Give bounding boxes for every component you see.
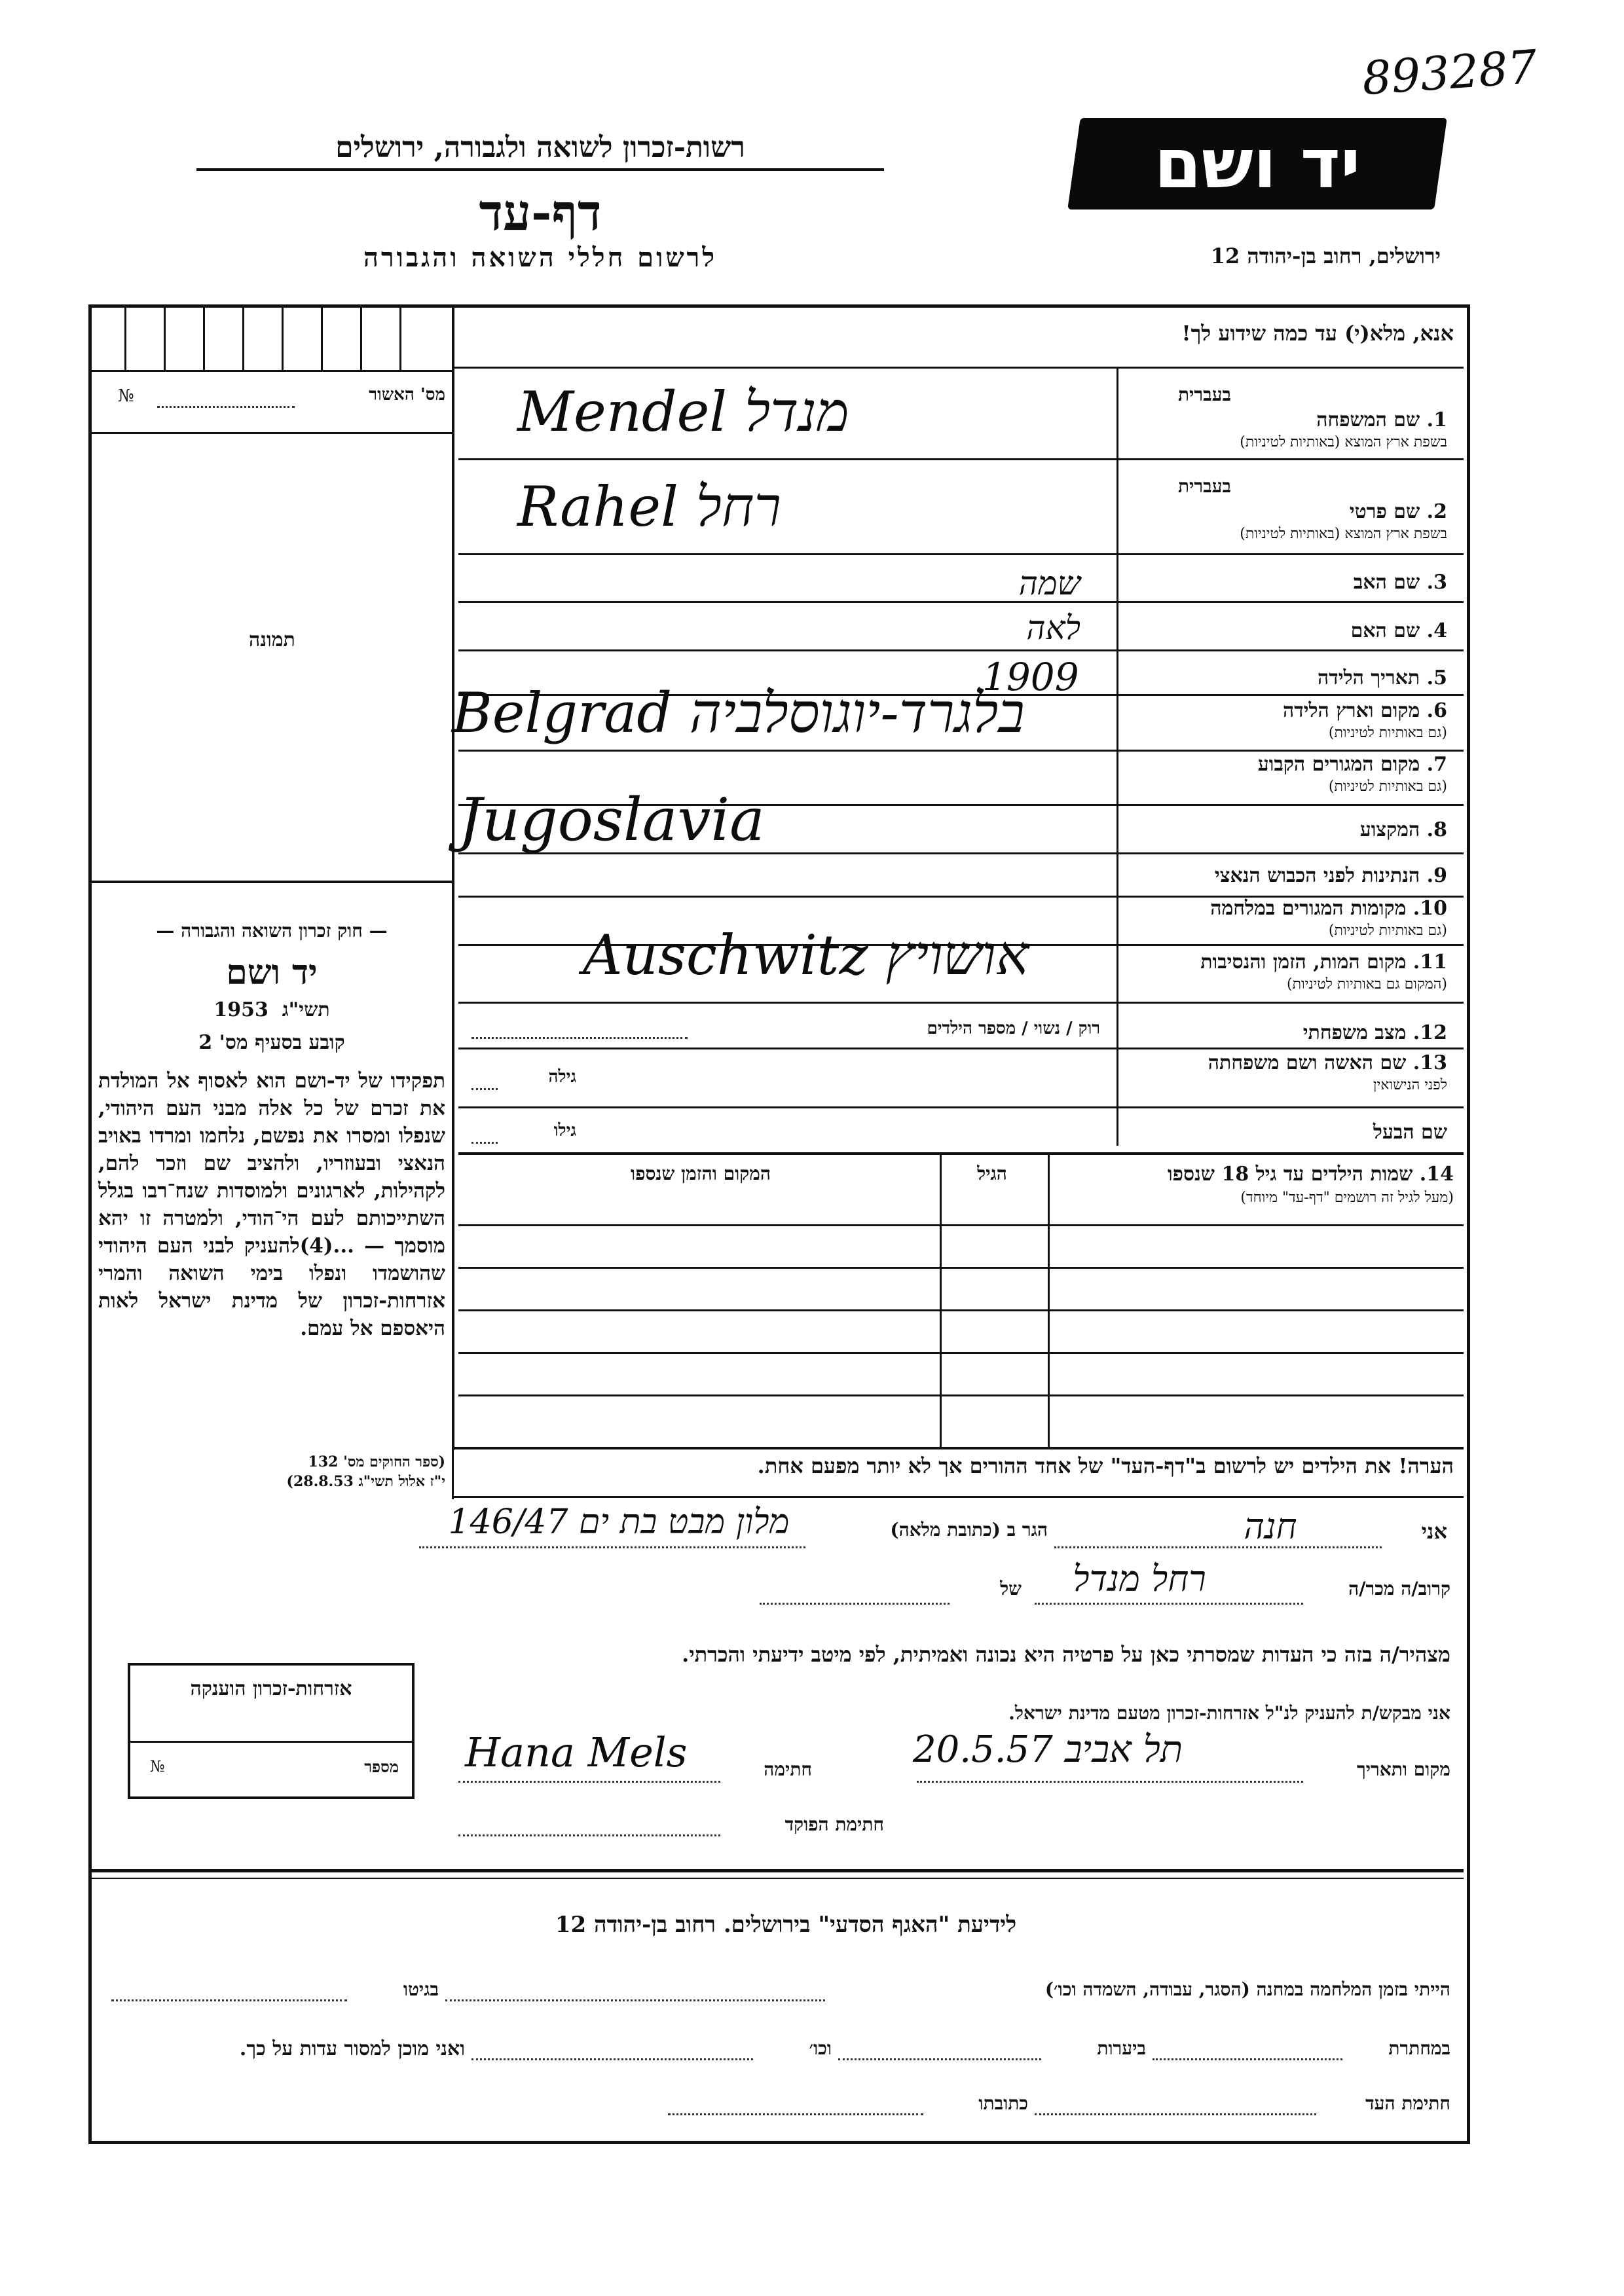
tag-hebrew-2: בעברית [1177,475,1231,497]
approval-no-sign: № [118,386,134,406]
decl-resident: הגר ב (כתובת מלאה) [890,1519,1048,1540]
law-title: — חוק זכרון השואה והגבורה — [156,920,388,941]
decl-hw-name: חנה [1244,1506,1297,1547]
decl-affirm: מצהיר/ה בזה כי העדות שמסרתי כאן על פרטיה היא נכונה ואמיתית, לפי מיטב ידיעתי והכרתי. [682,1642,1450,1667]
field-9-label: 9. הנתינות לפני הכבוש הנאצי [1214,864,1447,887]
archive-number: 893287 [1360,39,1539,106]
note: הערה! את הילדים יש לרשום ב"דף-העד" של אחד ההורים אך לא יותר מפעם אחת. [757,1453,1454,1478]
law-year-heb: תשי"ג [282,998,330,1021]
field-13-sub: לפני הנישואין [1373,1077,1447,1093]
field-6-value: Belgrad בלגרד-יוגוסלביה [452,681,1025,745]
field-2-sub: בשפת ארץ המוצא (באותיות לטיניות) [1240,526,1447,542]
children-col-age: הגיל [977,1163,1007,1184]
decl-hw-place: תל אביב 20.5.57 [913,1728,1183,1771]
decl-hw-relative: רחל מנדל [1073,1558,1206,1599]
form-title: דף-עד [479,183,602,242]
footer-title: לידיעת "האגף הסדעי" בירושלים. רחוב בן-יהודה 12 [555,1912,1017,1938]
law-name: יד ושם [226,953,318,993]
field-13-label: 13. שם האשה ושם משפחתה [1208,1051,1447,1074]
field-7-value: Jugoslavia [458,786,765,854]
decl-hw-address: מלון מבט בת ים 146/47 [448,1503,790,1542]
decl-hw-signature: Hana Mels [465,1728,688,1776]
memorial-box [128,1663,415,1799]
field-6-sub: (גם באותיות לטיניות) [1328,725,1447,741]
yad-vashem-logo [1067,118,1447,210]
law-source: (ספר החוקים מס' 132 [308,1453,445,1470]
field-4-label: 4. שם האם [1350,619,1447,642]
field-1-value: Mendel מנדל [517,380,849,444]
wife-age-label: גילה [548,1067,576,1087]
field-10-label: 10. מקומות המגורים במלחמה [1210,897,1447,920]
field-3-label: 3. שם האב [1353,571,1447,594]
field-2-value: Rahel רחל [517,475,781,539]
decl-i: אני [1421,1519,1447,1544]
memorial-box-number: מספר [364,1757,399,1776]
law-clause: קובע בסעיף מס' 2 [198,1031,345,1054]
field-5-label: 5. תאריך הלידה [1318,666,1447,689]
approval-label: מס' האשור [369,385,445,405]
decl-of: של [1000,1578,1022,1599]
field-6-label: 6. מקום וארץ הלידה [1282,699,1447,722]
tag-hebrew-1: בעברית [1177,384,1231,405]
footer-address: כתובתו [978,2092,1028,2114]
field-11-value: Auschwitz אושויץ [583,923,1029,987]
authority-title: רשות-זכרון לשואה ולגבורה, ירושלים [196,131,884,171]
law-year-row [98,998,445,1021]
husband-label: שם הבעל [1373,1121,1447,1144]
children-label: 14. שמות הילדים עד גיל 18 שנספו [1167,1163,1454,1186]
children-sub: (מעל לגיל זה רושמים "דף-עד" מיוחד) [1240,1190,1454,1206]
form-subtitle: לרשום חללי השואה והגבורה [363,242,718,273]
field-10-sub: (גם באותיות לטיניות) [1328,922,1447,939]
field-1-sub: בשפת ארץ המוצא (באותיות לטיניות) [1240,434,1447,450]
footer-underground: במחתרת [1388,2037,1450,2059]
decl-officer-sig: חתימת הפוקד [784,1813,884,1835]
photo-label: תמונה [249,629,295,651]
husband-age-label: גילו [553,1121,576,1140]
decl-request: אני מבקש/ת להעניק לנ"ל אזרחות-זכרון מטעם מדינת ישראל. [1008,1702,1450,1724]
footer-ready: ואני מוכן למסור עדות על כך. [239,2037,465,2060]
law-body: תפקידו של יד-ושם הוא לאסוף אל המולדת את זכרם של כל אלה מבני העם היהודי, שנפלו ומסרו את נפשם, נלחמו ומרדו באויב הנאצי ובעוזריו, ולהציב שם וזכר להם, לקהילות, לארגונים ולמוסדות שנח־רבו בגלל השתייכותם לעם הי־הודי, ולמטרה זו יהא מוסמך — ...(4)להעניק לבני העם היהודי שהושמדו ונפלו בימי השואה והמרי אזרחות-זכרון של מדינת ישראל לאות היאספם אל עמם. [98,1069,445,1340]
law-source-2: י"ז אלול תשי"ג 28.8.53) [286,1473,445,1490]
decl-place-date: מקום ותאריך [1356,1758,1450,1780]
children-col-place: המקום והזמן שנספו [631,1163,771,1184]
footer-line1: הייתי בזמן המלחמה במחנה (הסגר, עבודה, השמדה וכו׳) [1044,1978,1450,2000]
top-boxes [124,308,439,370]
decl-relative: קרוב/ה מכר/ה [1348,1578,1450,1599]
footer-forests: ביערות [1097,2037,1146,2059]
field-7-sub: (גם באותיות לטיניות) [1328,778,1447,795]
memorial-box-no-sign: № [150,1757,165,1776]
field-7-label: 7. מקום המגורים הקבוע [1257,753,1447,776]
field-12-label: 12. מצב משפחתי [1302,1021,1447,1044]
field-4-value: לאה [1026,609,1080,647]
field-5-value: 1909 [982,655,1079,699]
decl-signature-label: חתימה [764,1758,812,1780]
logo-text: יד ושם [1154,124,1361,204]
field-11-label: 11. מקום המות, הזמן והנסיבות [1200,951,1447,974]
status-label: רוק / נשוי / מספר הילדים [927,1019,1100,1038]
footer-witness-sig: חתימת העד [1365,2092,1450,2114]
law-year: 1953 [213,998,268,1021]
instructions: אנא, מלא(י) עד כמה שידוע לך! [1181,321,1454,346]
field-2-label: 2. שם פרטי [1349,500,1447,523]
field-8-label: 8. המקצוע [1359,818,1447,841]
footer-etc: וכו׳ [809,2037,832,2059]
footer-ghetto: בגיטו [403,1978,439,2000]
memorial-box-title: אזרחות-זכרון הוענקה [190,1677,352,1700]
header-address: ירושלים, רחוב בן-יהודה 12 [1210,244,1441,268]
field-1-label: 1. שם המשפחה [1316,409,1447,431]
field-3-value: שמה [1018,564,1080,602]
field-11-sub: (המקום גם באותיות לטיניות) [1287,976,1447,993]
